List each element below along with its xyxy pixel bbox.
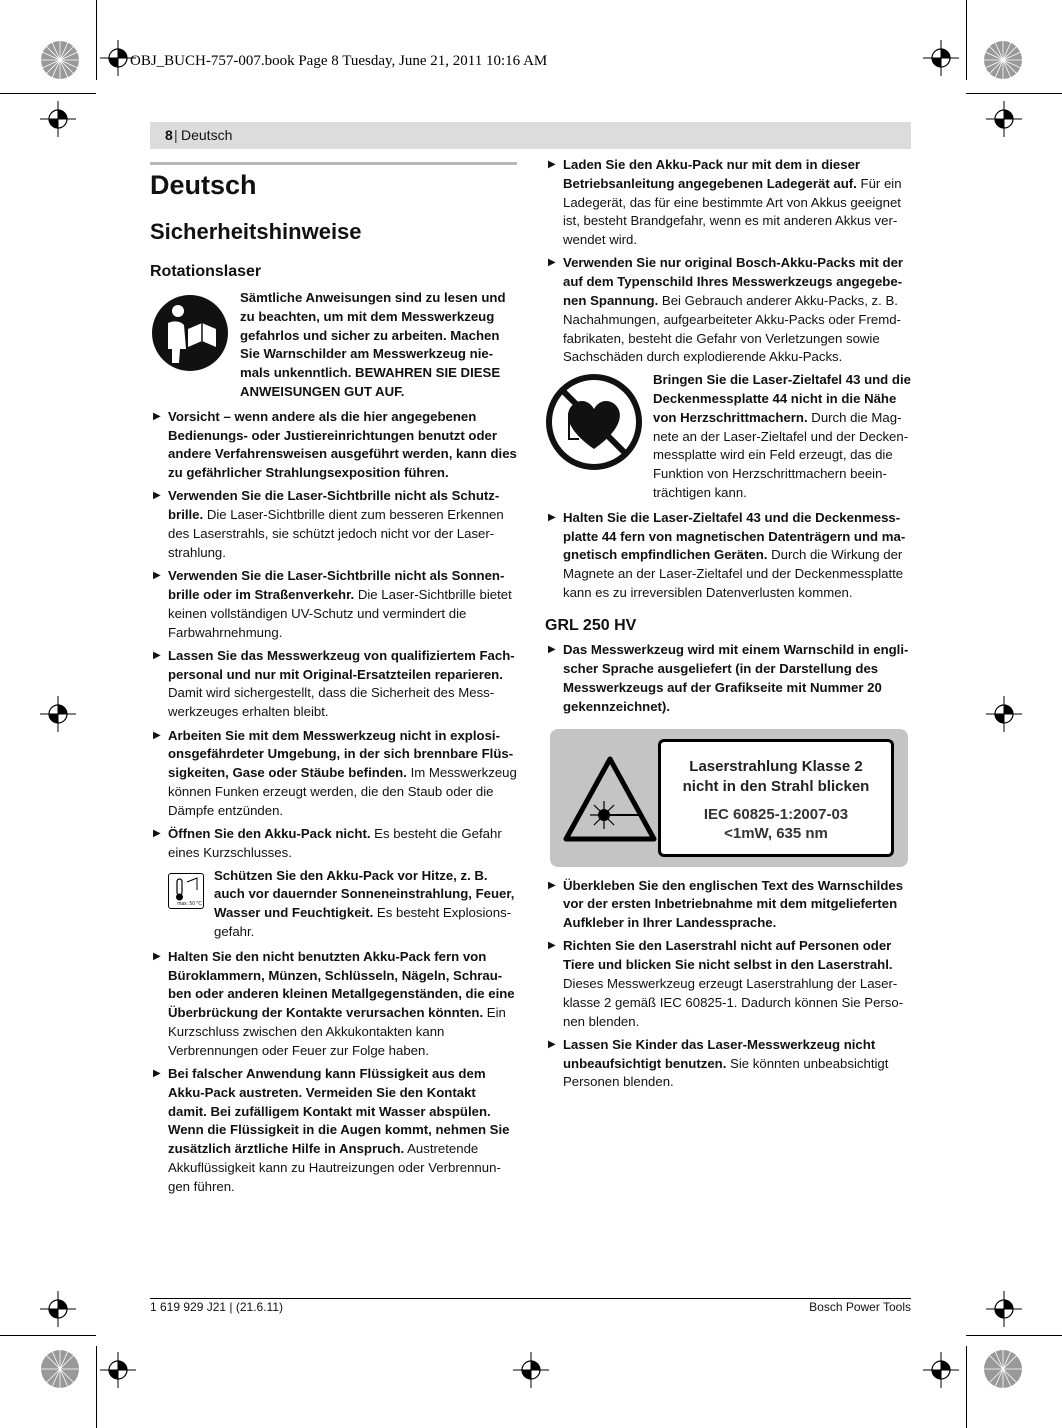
header-separator: | [174, 127, 178, 143]
registration-mark [986, 101, 1022, 137]
page-number: 8 [165, 127, 173, 143]
color-wheel-mark [983, 1349, 1023, 1389]
warning-label-line: nicht in den Strahl blicken [682, 777, 870, 795]
crop-mark [96, 0, 97, 80]
bullet-arrow-icon: ▶ [153, 649, 161, 661]
registration-mark [100, 1352, 136, 1388]
crop-mark [0, 1335, 96, 1336]
color-wheel-mark [983, 40, 1023, 80]
registration-mark [986, 696, 1022, 732]
footer-brand: Bosch Power Tools [809, 1300, 911, 1314]
subsection-heading: Rotationslaser [150, 263, 262, 280]
warning-label-line: IEC 60825-1:2007-03 [703, 805, 849, 823]
registration-mark [986, 1291, 1022, 1327]
no-pacemaker-icon [545, 373, 643, 471]
bullet-arrow-icon: ▶ [548, 644, 556, 656]
bullet-arrow-icon: ▶ [548, 879, 556, 891]
bullet-arrow-icon: ▶ [548, 1038, 556, 1050]
list-item: ▶ Richten Sie den Laserstrahl nicht auf Personen oder Tiere und blicken Sie nicht selbst in den Laserstrahl. Dieses Messwerkzeug erzeugt Laserstrahlung der Laserklasse 2 gemäß IEC 60825-1. Dadurch können Sie Personen blenden. [548, 938, 904, 1029]
registration-mark [513, 1352, 549, 1388]
list-item: ▶ Öffnen Sie den Akku-Pack nicht. Es besteht die Gefahr eines Kurzschlusses. [153, 826, 502, 860]
warning-label-line: Laserstrahlung Klasse 2 [689, 757, 863, 775]
bullet-arrow-icon: ▶ [548, 940, 556, 952]
bullet-arrow-icon: ▶ [153, 828, 161, 840]
heat-warning-block [150, 867, 518, 942]
right-column [545, 156, 912, 1092]
footer-doc-number: 1 619 929 J21 | (21.6.11) [150, 1300, 283, 1314]
list-item: ▶ Verwenden Sie nur original Bosch-Akku-Packs mit der auf dem Typenschild Ihres Messwerkzeugs angegebenen Spannung. Bei Gebrauch anderer Akku-Packs, z. B. Nachahmungen, aufgearbeiteter Akku-Packs oder Fremdfabrikaten, besteht die Gefahr von Verletzungen sowie Sachschäden durch explodierende Akku-Packs. [548, 255, 904, 365]
warning-label-line: <1mW, 635 nm [724, 824, 828, 842]
list-item: ▶ Lassen Sie das Messwerkzeug von qualifiziertem Fachpersonal und nur mit Original-Ersatzteilen reparieren. Damit wird sichergestellt, dass die Sicherheit des Messwerkzeuges erhalten bleibt. [153, 647, 515, 720]
section-heading: Sicherheitshinweise [150, 219, 362, 244]
list-item: ▶ Halten Sie die Laser-Zieltafel 43 und die Deckenmessplatte 44 fern von magnetischen Datenträgern und magnetisch empfindlichen Geräten. Durch die Wirkung der Magnete an der Laser-Zieltafel und der Deckenmessplatte kann es zu irreversiblen Datenverlusten kommen. [548, 509, 906, 601]
bullet-arrow-icon: ▶ [153, 1068, 161, 1080]
bullet-arrow-icon: ▶ [548, 159, 556, 170]
intro-text: Sämtliche Anweisungen sind zu lesen und zu beachten, um mit dem Messwerkzeug gefahrlos und sicher zu arbeiten. Machen Sie Warnschilder am Messwerkzeug niemals unkenntlich. BEWAHREN SIE DIESE ANWEISUNGEN GUT AUF. [240, 290, 506, 399]
laser-hazard-icon [562, 753, 658, 849]
crop-mark [966, 93, 1062, 94]
bullet-arrow-icon: ▶ [153, 729, 161, 741]
list-item: ▶ Vorsicht – wenn andere als die hier angegebenen Bedienungs- oder Justiereinrichtungen benutzt oder andere Verfahrensweisen ausgeführt werden, kann dies zu gefährlicher Strahlungsexposition führen. [153, 408, 517, 481]
list-item: ▶ Überkleben Sie den englischen Text des Warnschildes vor der ersten Inbetriebnahme mit dem mitgelieferten Aufkleber in Ihrer Landessprache. [548, 877, 904, 931]
read-instructions-block [150, 289, 518, 402]
left-column [150, 165, 518, 1197]
page-header-bar [150, 122, 911, 149]
laser-warning-sign [550, 729, 908, 867]
list-item: ▶ Verwenden Sie die Laser-Sichtbrille nicht als Sonnenbrille oder im Straßenverkehr. Die Laser-Sichtbrille bietet keinen vollständigen UV-Schutz und vermindert die Farbwahrnehmung. [153, 568, 512, 640]
read-manual-icon [150, 293, 230, 373]
heat-warning-text: Schützen Sie den Akku-Pack vor Hitze, z. B. auch vor dauernder Sonneneinstrahlung, Feuer, Wasser und Feuchtigkeit. Es besteht Explosionsgefahr. [214, 867, 515, 939]
bullet-arrow-icon: ▶ [548, 511, 556, 523]
color-wheel-mark [40, 40, 80, 80]
temperature-limit-label: max. 50 °C [177, 900, 202, 907]
list-item: ▶ Halten Sie den nicht benutzten Akku-Pack fern von Büroklammern, Münzen, Schlüsseln, Nägeln, Schrauben oder anderen kleinen Metallgegenständen, die eine Überbrückung der Kontakte verursachen könnten. Ein Kurzschluss zwischen den Akkukontakten kann Verbrennungen oder Feuer zur Folge haben. [153, 948, 515, 1058]
registration-mark [40, 101, 76, 137]
footer-rule [150, 1298, 911, 1299]
list-item: ▶ Verwenden Sie die Laser-Sichtbrille nicht als Schutzbrille. Die Laser-Sichtbrille dient zum besseren Erkennen des Laserstrahls, sie schützt jedoch nicht vor der Laserstrahlung. [153, 488, 504, 560]
laser-warning-label [658, 739, 894, 857]
registration-mark [923, 1352, 959, 1388]
bullet-arrow-icon: ▶ [153, 490, 161, 502]
page-title: Deutsch [150, 170, 257, 200]
registration-mark [40, 696, 76, 732]
print-slug: OBJ_BUCH-757-007.book Page 8 Tuesday, June 21, 2011 10:16 AM [130, 53, 548, 69]
crop-mark [96, 1346, 97, 1428]
list-item: ▶ Bei falscher Anwendung kann Flüssigkeit aus dem Akku-Pack austreten. Vermeiden Sie den Kontakt damit. Bei zufälligem Kontakt mit Wasser abspülen. Wenn die Flüssigkeit in die Augen kommt, nehmen Sie zusätzlich ärztliche Hilfe in Anspruch. Austretende Akkuflüssigkeit kann zu Hautreizungen oder Verbrennungen führen. [153, 1066, 510, 1194]
crop-mark [966, 0, 967, 80]
crop-mark [0, 93, 96, 94]
list-item: ▶ Laden Sie den Akku-Pack nur mit dem in dieser Betriebsanleitung angegebenen Ladegerät auf. Für ein Ladegerät, das für eine bestimmte Art von Akkus geeignet ist, besteht Brandgefahr, wenn es mit anderen Akkus verwendet wird. [548, 157, 902, 248]
subsection-heading: GRL 250 HV [545, 616, 637, 634]
list-item: ▶ Lassen Sie Kinder das Laser-Messwerkzeug nicht unbeaufsichtigt benutzen. Sie könnten unbeabsichtigt Personen blenden. [548, 1036, 889, 1090]
crop-mark [966, 1346, 967, 1428]
crop-mark [966, 1335, 1062, 1336]
registration-mark [40, 1291, 76, 1327]
list-item: ▶ Arbeiten Sie mit dem Messwerkzeug nicht in explosionsgefährdeter Umgebung, in der sich brennbare Flüssigkeiten, Gase oder Stäube befinden. Im Messwerkzeug können Funken erzeugt werden, die den Staub oder die Dämpfe entzünden. [153, 727, 517, 818]
bullet-arrow-icon: ▶ [153, 950, 161, 962]
bullet-arrow-icon: ▶ [153, 410, 161, 422]
temperature-limit-icon [168, 873, 204, 909]
color-wheel-mark [40, 1349, 80, 1389]
pacemaker-warning-block [545, 371, 912, 503]
bullet-arrow-icon: ▶ [153, 570, 161, 582]
registration-mark [923, 40, 959, 76]
pacemaker-warning-text: Bringen Sie die Laser-Zieltafel 43 und die Deckenmessplatte 44 nicht in die Nähe von Herzschrittmachern. Durch die Magnete an der Laser-Zieltafel und der Deckenmessplatte wird ein Feld erzeugt, das die Funktion von Herzschrittmachern beeinträchtigen kann. [653, 372, 911, 501]
bullet-arrow-icon: ▶ [548, 257, 556, 269]
header-language: Deutsch [181, 127, 233, 143]
list-item: ▶ Das Messwerkzeug wird mit einem Warnschild in englischer Sprache ausgeliefert (in der Darstellung des Messwerkzeugs auf der Grafikseite mit Nummer 20 gekennzeichnet). [548, 642, 909, 714]
